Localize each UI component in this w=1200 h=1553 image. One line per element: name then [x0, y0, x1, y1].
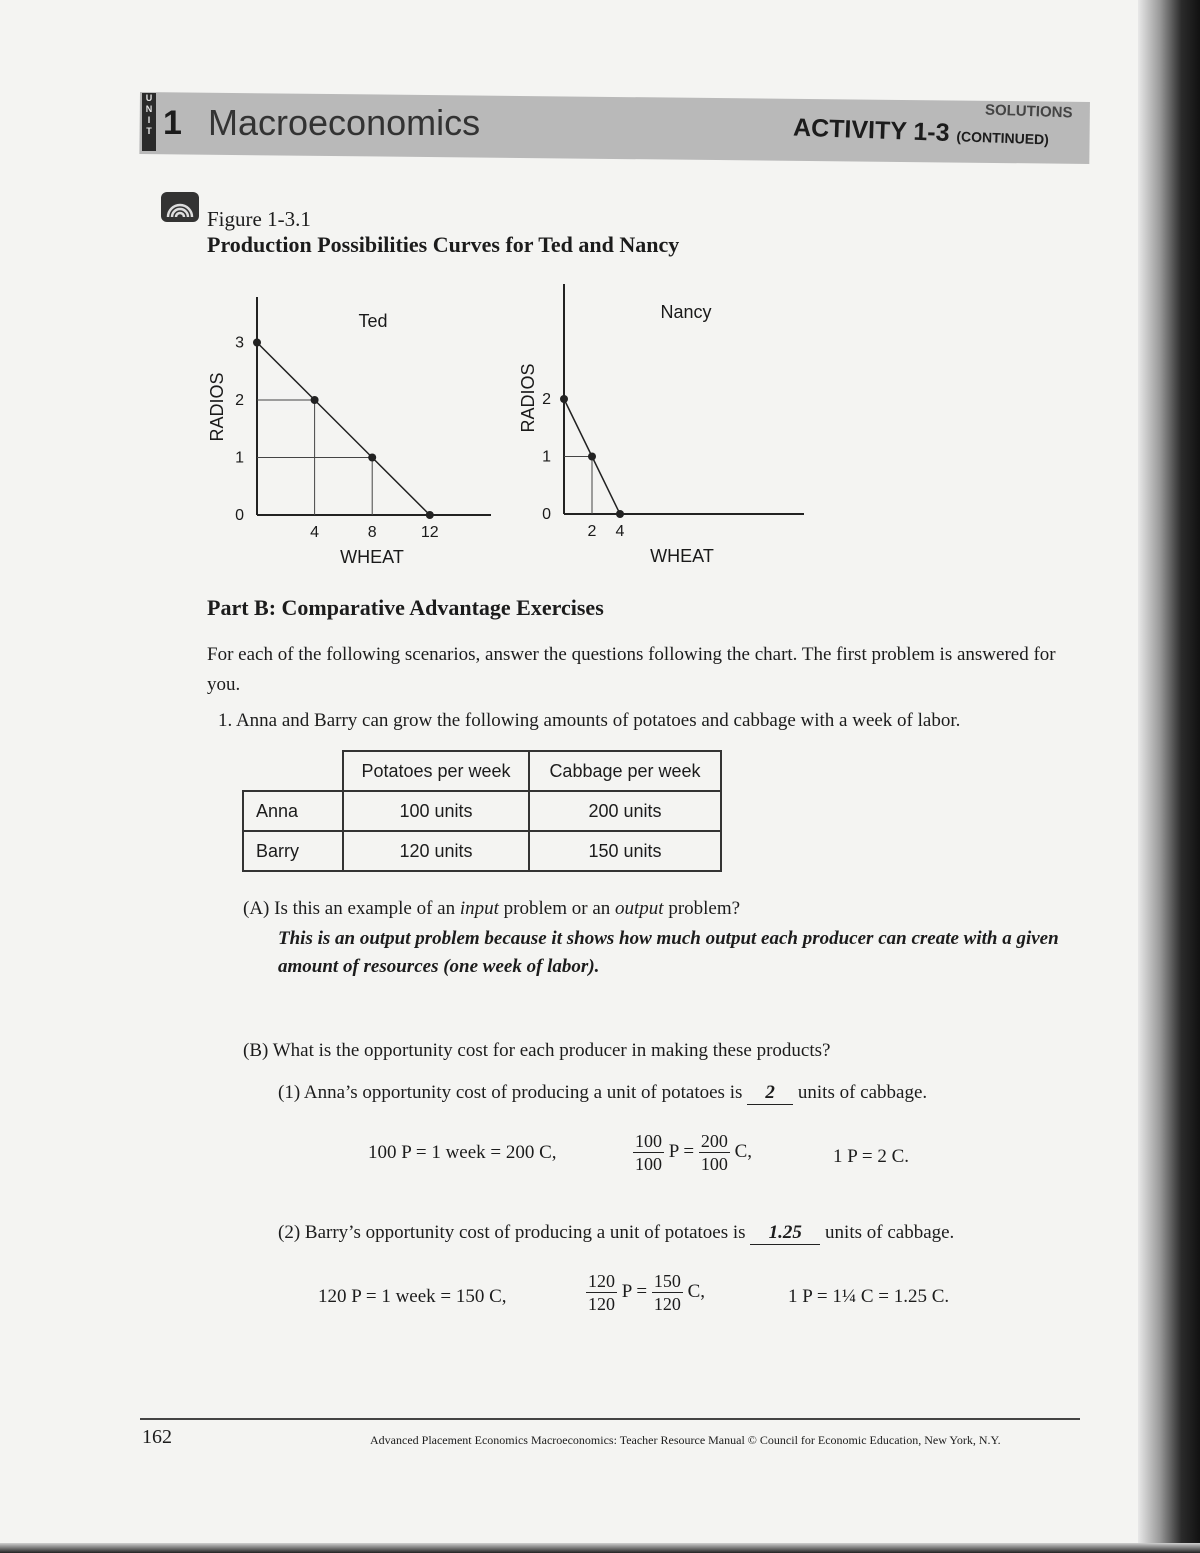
fraction-denominator: 120 [588, 1294, 615, 1314]
answer-blank-1: 2 [747, 1082, 793, 1105]
section-title: Part B: Comparative Advantage Exercises [207, 595, 604, 620]
equation-middle: P = [621, 1280, 648, 1302]
footer-rule [140, 1418, 1080, 1420]
fraction [633, 1130, 664, 1175]
x-axis-label: WHEAT [650, 546, 714, 566]
x-axis-label: WHEAT [340, 547, 404, 567]
page-number: 162 [142, 1426, 172, 1448]
question-a [243, 898, 740, 920]
table-cell: 120 units [343, 831, 529, 871]
y-axis-label: RADIOS [207, 372, 227, 442]
y-tick-label: 1 [542, 448, 551, 466]
sub-question-1 [278, 1082, 927, 1105]
chart-title: Nancy [660, 302, 712, 322]
production-table [242, 750, 722, 872]
equation-tail: C, [687, 1280, 706, 1302]
equation-barry-2 [586, 1270, 705, 1315]
ted-ppc-chart [195, 285, 505, 575]
figure-title: Production Possibilities Curves for Ted and Nancy [207, 232, 680, 257]
question-a-middle: problem or an [498, 898, 615, 919]
unit-label-letter: U [145, 93, 153, 103]
solutions-label: SOLUTIONS [984, 101, 1073, 122]
answer-a: This is an output problem because it shows how much output each producer can create with a given amount of resources (one week of labor). [278, 928, 1059, 977]
data-point [616, 510, 624, 518]
equation-anna-2 [633, 1130, 752, 1175]
sub-question-2-prefix: (2) Barry’s opportunity cost of producing a unit of potatoes is [278, 1222, 746, 1243]
unit-number: 1 [163, 104, 182, 142]
table-cell: 100 units [343, 791, 529, 831]
data-point [311, 396, 319, 404]
question-b: (B) What is the opportunity cost for each producer in making these products? [243, 1040, 831, 1061]
fraction-numerator: 120 [588, 1271, 615, 1291]
y-tick-label: 0 [235, 507, 244, 524]
x-tick-label: 2 [587, 523, 597, 540]
sub-question-2-suffix: units of cabbage. [825, 1222, 955, 1243]
footer-credit: Advanced Placement Economics Macroeconomics: Teacher Resource Manual © Council for Economic Education, New York, N.Y. [370, 1433, 1001, 1447]
page-shadow-edge [1138, 0, 1200, 1553]
y-tick-label: 3 [235, 334, 244, 352]
table-row [243, 831, 721, 871]
x-tick-label: 4 [310, 524, 320, 541]
table-header-cell: Cabbage per week [529, 751, 721, 791]
table-cell: 150 units [529, 831, 721, 871]
table-header-cell [243, 751, 343, 791]
table-header-row [243, 751, 721, 791]
activity-name: ACTIVITY 1-3 [792, 113, 951, 147]
equation-tail: C, [734, 1140, 753, 1162]
table-cell: 200 units [529, 791, 721, 831]
table-header-cell: Potatoes per week [343, 751, 529, 791]
figure-label: Figure 1-3.1 [207, 207, 311, 231]
question-a-suffix: problem? [663, 898, 741, 919]
fraction-denominator: 120 [653, 1294, 681, 1314]
question-a-output-word: output [615, 898, 664, 919]
ppc-line [257, 343, 430, 516]
equation-middle: P = [668, 1140, 695, 1162]
fraction-numerator: 200 [700, 1131, 728, 1151]
data-point [426, 511, 434, 519]
unit-title: Macroeconomics [208, 102, 481, 143]
table-row [243, 791, 721, 831]
unit-label-letter: N [145, 104, 153, 114]
x-tick-label: 4 [615, 523, 625, 540]
sub-question-2 [278, 1222, 954, 1245]
x-tick-label: 12 [420, 524, 439, 541]
equation-anna-3: 1 P = 2 C. [833, 1146, 909, 1167]
fraction-denominator: 100 [700, 1154, 728, 1174]
fraction [586, 1270, 617, 1315]
answer-blank-2: 1.25 [750, 1222, 820, 1245]
fraction-numerator: 100 [635, 1131, 662, 1151]
unit-label-letter: T [146, 126, 152, 136]
question-a-input-word: input [459, 898, 499, 919]
sub-question-1-suffix: units of cabbage. [797, 1082, 928, 1103]
data-point [560, 395, 568, 403]
question-a-prefix: (A) Is this an example of an [243, 898, 460, 919]
table-cell: Anna [243, 791, 343, 831]
fraction [699, 1130, 730, 1175]
page-bottom-edge [0, 1543, 1200, 1553]
y-axis-label: RADIOS [518, 363, 538, 433]
y-tick-label: 2 [235, 392, 244, 409]
nancy-ppc-chart [510, 280, 820, 575]
y-tick-label: 1 [235, 449, 244, 467]
equation-barry-1: 120 P = 1 week = 150 C, [318, 1286, 507, 1307]
instructions-text: For each of the following scenarios, answer the questions following the chart. The first problem is answered for you. [207, 644, 1056, 695]
rainbow-icon [160, 191, 200, 228]
question-1-text: 1. Anna and Barry can grow the following amounts of potatoes and cabbage with a week of labor. [218, 710, 961, 731]
data-point [588, 453, 596, 461]
chart-title: Ted [358, 311, 388, 331]
x-tick-label: 8 [367, 524, 377, 541]
equation-anna-1: 100 P = 1 week = 200 C, [368, 1142, 557, 1163]
y-tick-label: 2 [542, 391, 551, 408]
data-point [253, 339, 261, 347]
sub-question-1-prefix: (1) Anna’s opportunity cost of producing a unit of potatoes is [278, 1082, 743, 1103]
equation-barry-3: 1 P = 1¼ C = 1.25 C. [788, 1286, 950, 1307]
fraction-denominator: 100 [635, 1154, 662, 1174]
unit-label-text [142, 93, 156, 137]
table-cell: Barry [243, 831, 343, 871]
unit-label-letter: I [147, 115, 151, 125]
data-point [368, 454, 376, 462]
fraction [652, 1270, 683, 1315]
y-tick-label: 0 [542, 506, 551, 523]
fraction-numerator: 150 [653, 1271, 681, 1291]
unit-label [142, 93, 156, 151]
continued-label: (CONTINUED) [956, 128, 1050, 148]
